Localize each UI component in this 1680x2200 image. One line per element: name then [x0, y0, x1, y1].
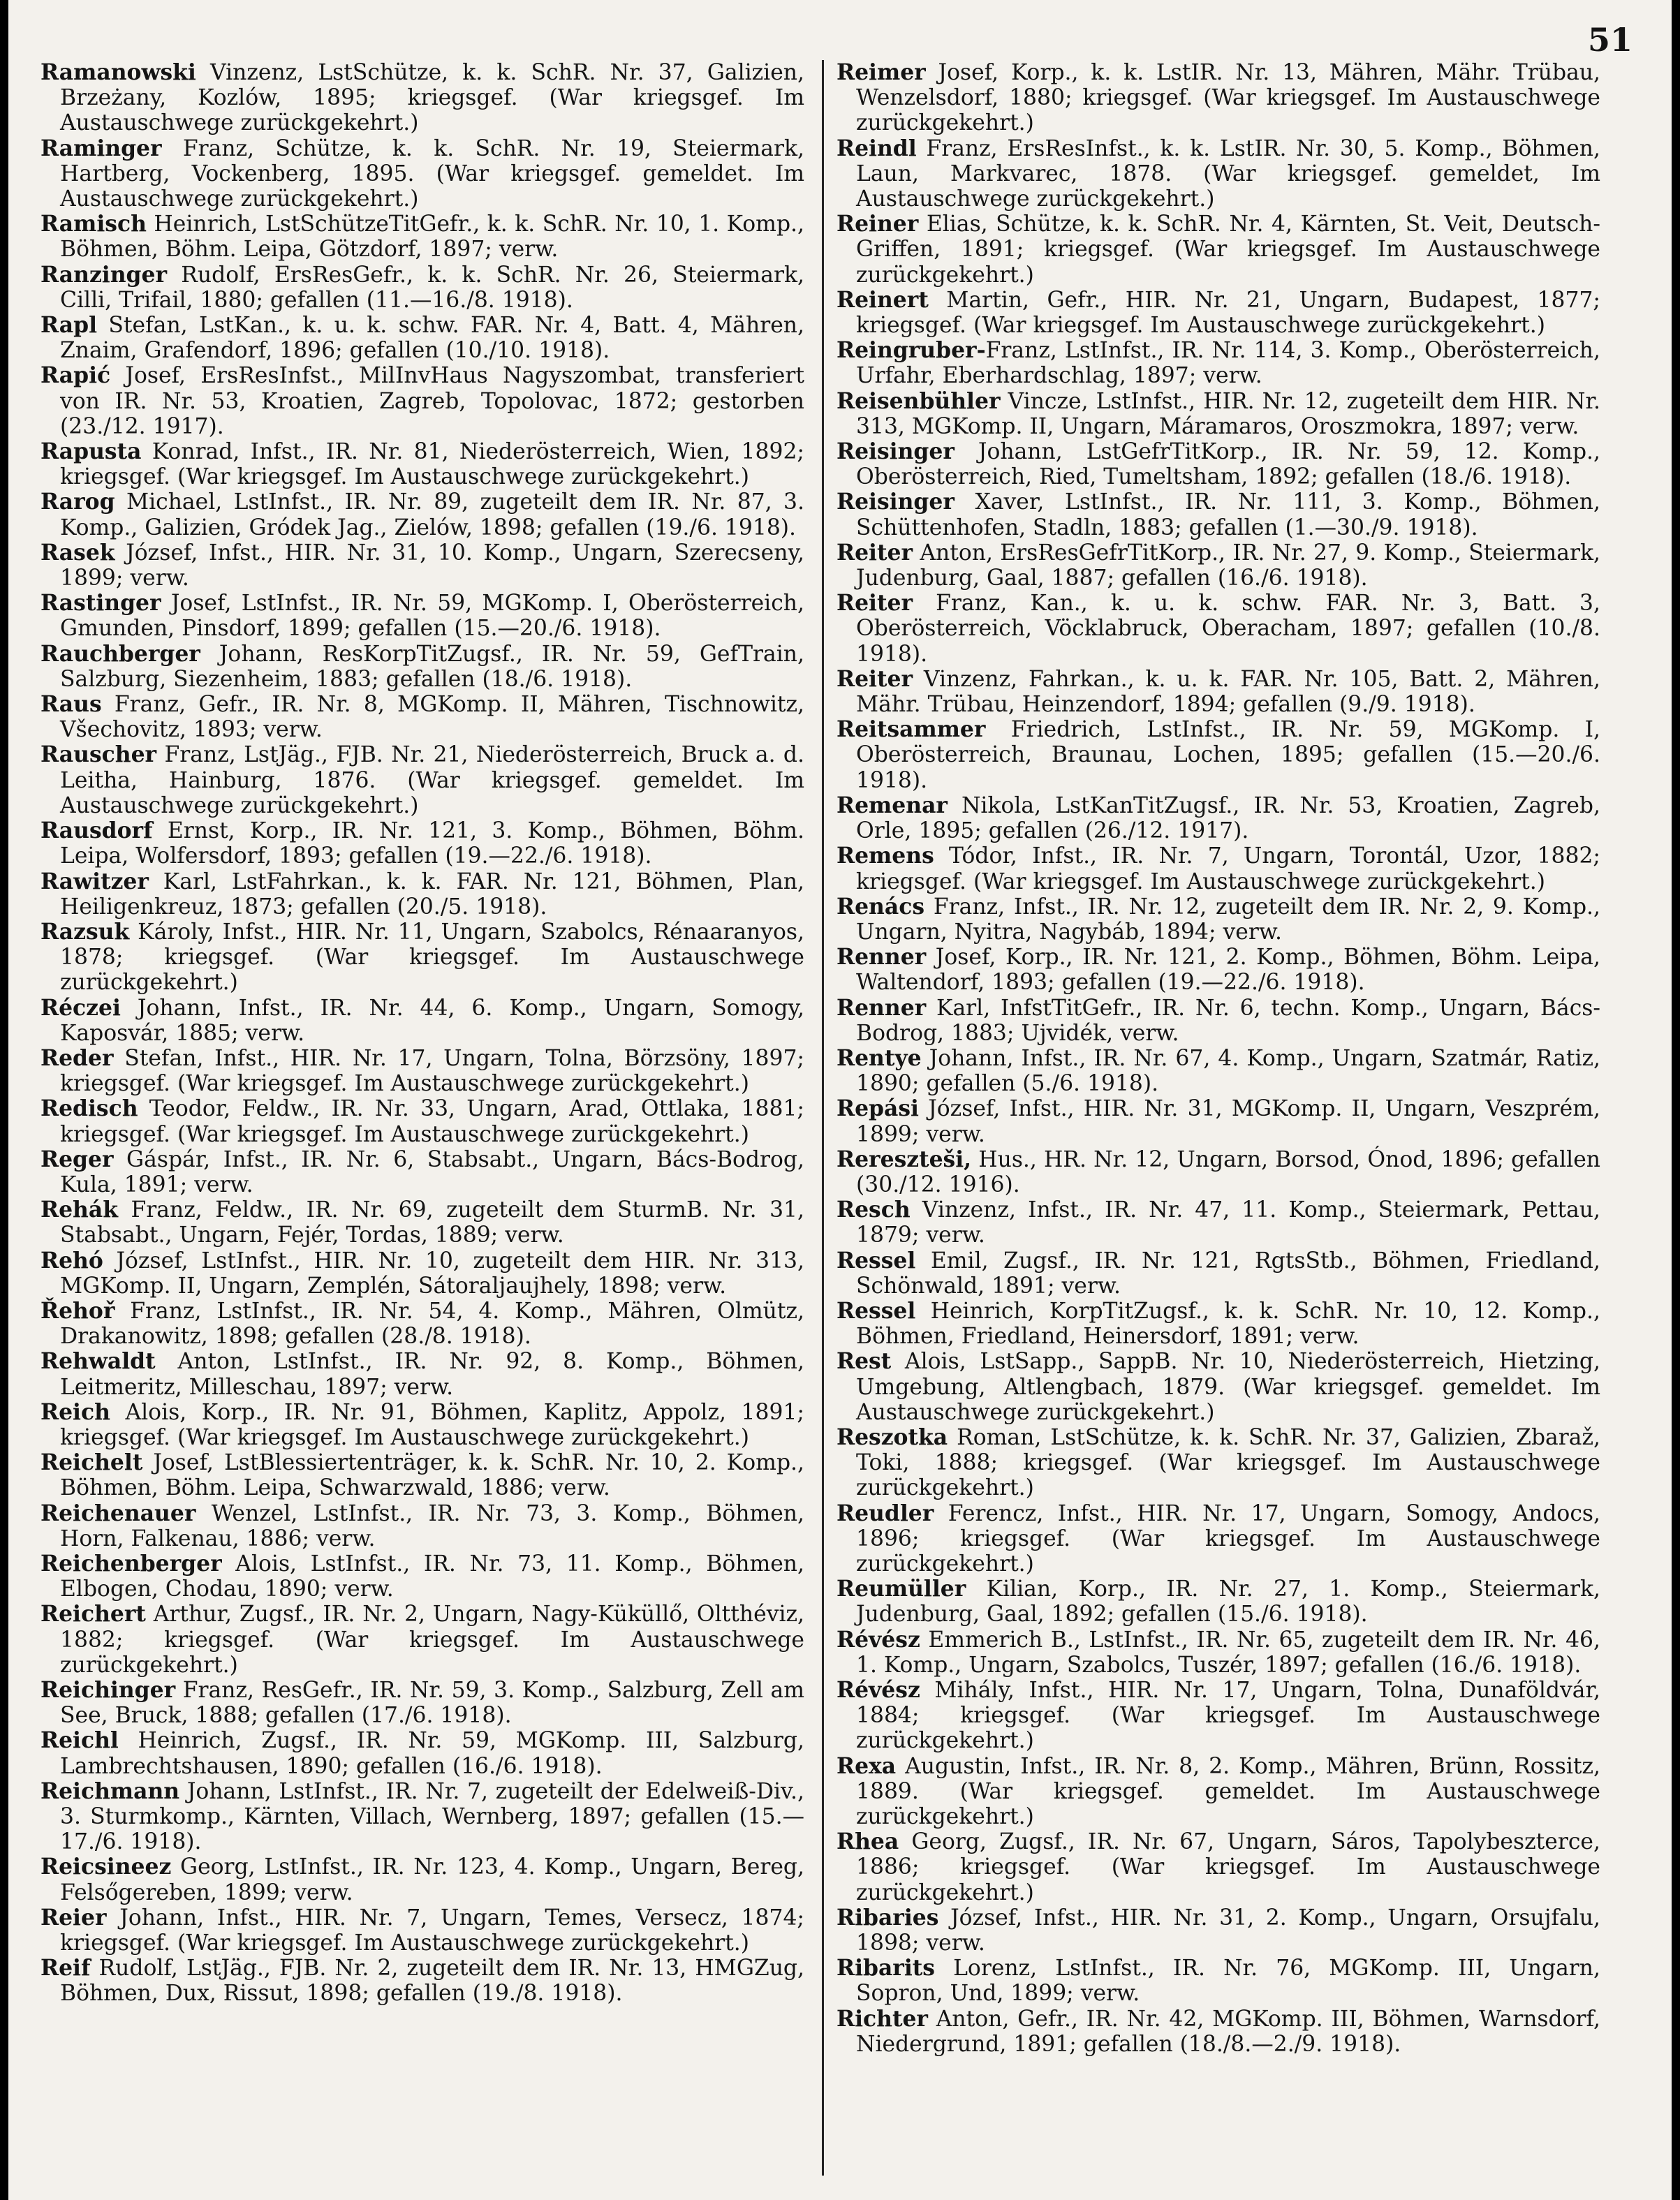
list-item — [40, 1501, 804, 1551]
entry-surname: Rawitzer — [40, 869, 149, 894]
list-item — [837, 1096, 1600, 1146]
list-item — [40, 60, 804, 136]
entry-surname: Raus — [40, 692, 102, 718]
left-column — [40, 60, 804, 2183]
entry-surname: Reichmann — [40, 1778, 180, 1804]
entry-surname: Reisinger — [837, 489, 955, 515]
list-item — [837, 1678, 1600, 1754]
list-item — [40, 1349, 804, 1399]
list-item — [837, 212, 1600, 288]
list-item — [40, 1147, 804, 1197]
list-item — [837, 136, 1600, 212]
list-item — [40, 1450, 804, 1500]
list-item — [40, 591, 804, 641]
entry-surname: Révész — [837, 1627, 920, 1653]
entry-details: Friedrich, LstInfst., IR. Nr. 59, MGKomp. I, Oberösterreich, Braunau, Lochen, 1895; gefallen (15.—20./6. 1918). — [856, 717, 1600, 793]
entry-details: Franz, LstInfst., IR. Nr. 54, 4. Komp., Mähren, Olmütz, Drakanowitz, 1898; gefallen (28./8. 1918). — [60, 1298, 804, 1350]
entry-details: Franz, LstJäg., FJB. Nr. 21, Niederösterreich, Bruck a. d. Leitha, Hainburg, 1876. (War kriegsgef. gemeldet. Im Austauschwege zurückgekehrt.) — [60, 742, 804, 818]
entry-details: Mihály, Infst., HIR. Nr. 17, Ungarn, Tolna, Dunaföldvár, 1884; kriegsgef. (War kriegsgef. Im Austauschwege zurückgekehrt.) — [856, 1678, 1600, 1754]
list-item — [837, 1956, 1600, 2006]
entry-details: Emmerich B., LstInfst., IR. Nr. 65, zugeteilt dem IR. Nr. 46, 1. Komp., Ungarn, Szabolcs, Tuszér, 1897; gefallen (16./6. 1918). — [856, 1627, 1600, 1678]
entry-details: Josef, Korp., IR. Nr. 121, 2. Komp., Böhmen, Böhm. Leipa, Waltendorf, 1893; gefallen (19.—22./6. 1918). — [856, 945, 1600, 996]
list-item — [40, 818, 804, 869]
entry-details: Michael, LstInfst., IR. Nr. 89, zugeteilt dem IR. Nr. 87, 3. Komp., Galizien, Gródek Jag., Zielów, 1898; gefallen (19./6. 1918). — [60, 489, 804, 540]
list-item — [40, 1905, 804, 1956]
list-item — [40, 1400, 804, 1450]
entry-details: Lorenz, LstInfst., IR. Nr. 76, MGKomp. III, Ungarn, Sopron, Und, 1899; verw. — [856, 1956, 1600, 2007]
list-item — [837, 1577, 1600, 1627]
list-item — [837, 439, 1600, 489]
entry-surname: Rausdorf — [40, 818, 153, 844]
entry-surname: Renner — [837, 945, 927, 970]
entry-details: Vinzenz, Infst., IR. Nr. 47, 11. Komp., Steiermark, Pettau, 1879; verw. — [856, 1197, 1600, 1248]
entry-surname: Reiter — [837, 666, 913, 692]
list-item — [40, 642, 804, 692]
list-item — [837, 1147, 1600, 1197]
entry-surname: Richter — [837, 2006, 928, 2032]
entry-details: Josef, LstInfst., IR. Nr. 59, MGKomp. I, Oberösterreich, Gmunden, Pinsdorf, 1899; gefallen (15.—20./6. 1918). — [60, 591, 804, 642]
entry-surname: Reiter — [837, 540, 913, 566]
entry-surname: Rhea — [837, 1829, 899, 1855]
entry-details: Gáspár, Infst., IR. Nr. 6, Stabsabt., Ungarn, Bács-Bodrog, Kula, 1891; verw. — [60, 1146, 804, 1197]
list-item — [837, 1046, 1600, 1096]
entry-surname: Repási — [837, 1096, 919, 1122]
entry-details: Johann, Infst., IR. Nr. 67, 4. Komp., Ungarn, Szatmár, Ratiz, 1890; gefallen (5./6. 1918). — [856, 1045, 1600, 1097]
entry-details: Heinrich, LstSchützeTitGefr., k. k. SchR. Nr. 10, 1. Komp., Böhmen, Böhm. Leipa, Götzdorf, 1897; verw. — [60, 212, 804, 263]
entry-details: József, Infst., HIR. Nr. 31, MGKomp. II, Ungarn, Veszprém, 1899; verw. — [856, 1096, 1600, 1147]
entry-details: Karl, LstFahrkan., k. k. FAR. Nr. 121, Böhmen, Plan, Heiligenkreuz, 1873; gefallen (20./5. 1918). — [60, 869, 804, 920]
list-item — [40, 489, 804, 540]
entry-details: Teodor, Feldw., IR. Nr. 33, Ungarn, Arad, Ottlaka, 1881; kriegsgef. (War kriegsgef. Im Austauschwege zurückgekehrt.) — [60, 1096, 804, 1147]
right-column — [837, 60, 1600, 2183]
list-item — [40, 1248, 804, 1299]
list-item — [40, 1197, 804, 1248]
list-item — [40, 540, 804, 591]
entry-details: Franz, LstInfst., IR. Nr. 114, 3. Komp., Oberösterreich, Urfahr, Eberhardschlag, 1897; verw. — [856, 338, 1600, 389]
entry-surname: Rehwaldt — [40, 1349, 156, 1375]
page-number: 51 — [1587, 21, 1633, 59]
entry-surname: Reszotka — [837, 1424, 948, 1450]
entry-details: Tódor, Infst., IR. Nr. 7, Ungarn, Torontál, Uzor, 1882; kriegsgef. (War kriegsgef. Im Austauschwege zurückgekehrt.) — [856, 843, 1600, 894]
entry-surname: Redisch — [40, 1096, 138, 1122]
entry-details: Georg, Zugsf., IR. Nr. 67, Ungarn, Sáros, Tapolybeszterce, 1886; kriegsgef. (War kriegsgef. Im Austauschwege zurückgekehrt.) — [856, 1829, 1600, 1905]
entry-surname: Rehó — [40, 1248, 103, 1274]
entry-surname: Řehoř — [40, 1298, 115, 1324]
entry-details: Anton, ErsResGefrTitKorp., IR. Nr. 27, 9. Komp., Steiermark, Judenburg, Gaal, 1887; gefallen (16./6. 1918). — [856, 540, 1600, 591]
entry-details: Martin, Gefr., HIR. Nr. 21, Ungarn, Budapest, 1877; kriegsgef. (War kriegsgef. Im Austauschwege zurückgekehrt.) — [856, 287, 1600, 339]
entry-surname: Reichert — [40, 1602, 146, 1627]
entry-details: Stefan, LstKan., k. u. k. schw. FAR. Nr. 4, Batt. 4, Mähren, Znaim, Grafendorf, 1896; gefallen (10./10. 1918). — [60, 313, 804, 364]
list-item — [837, 288, 1600, 338]
entry-surname: Ribarits — [837, 1956, 935, 1981]
entry-details: Franz, Kan., k. u. k. schw. FAR. Nr. 3, Batt. 3, Oberösterreich, Vöcklabruck, Oberacham, 1897; gefallen (10./8. 1918). — [856, 591, 1600, 667]
entry-surname: Resch — [837, 1197, 911, 1223]
list-item — [40, 1299, 804, 1349]
entry-surname: Reisinger — [837, 439, 955, 465]
entry-surname: Révész — [837, 1678, 920, 1703]
entry-surname: Reicsineez — [40, 1854, 172, 1880]
entry-details: Franz, Infst., IR. Nr. 12, zugeteilt dem IR. Nr. 2, 9. Komp., Ungarn, Nyitra, Nagybáb, 1894; verw. — [856, 894, 1600, 945]
entry-surname: Rest — [837, 1349, 892, 1375]
entry-surname: Ramisch — [40, 212, 147, 237]
entry-surname: Razsuk — [40, 919, 130, 945]
entry-surname: Ranzinger — [40, 262, 168, 288]
entry-details: Károly, Infst., HIR. Nr. 11, Ungarn, Szabolcs, Rénaaranyos, 1878; kriegsgef. (War kriegsgef. Im Austauschwege zurückgekehrt.) — [60, 919, 804, 996]
list-item — [837, 793, 1600, 843]
list-item — [837, 996, 1600, 1046]
entry-surname: Reimer — [837, 60, 926, 85]
list-item — [40, 692, 804, 742]
entry-details: Rudolf, LstJäg., FJB. Nr. 2, zugeteilt dem IR. Nr. 13, HMGZug, Böhmen, Dux, Rissut, 1898; gefallen (19./8. 1918). — [60, 1956, 804, 2007]
entry-surname: Ressel — [837, 1298, 916, 1324]
entry-details: Josef, Korp., k. k. LstIR. Nr. 13, Mähren, Mähr. Trübau, Wenzelsdorf, 1880; kriegsgef. (War kriegsgef. Im Austauschwege zurückgekehrt.) — [856, 60, 1600, 136]
entry-surname: Rehák — [40, 1197, 118, 1223]
column-divider — [822, 60, 824, 2176]
entry-details: Anton, Gefr., IR. Nr. 42, MGKomp. III, Böhmen, Warnsdorf, Niedergrund, 1891; gefallen (18./8.—2./9. 1918). — [856, 2006, 1600, 2057]
entry-surname: Reichenberger — [40, 1551, 222, 1577]
entry-details: Karl, InfstTitGefr., IR. Nr. 6, techn. Komp., Ungarn, Bács-Bodrog, 1883; Ujvidék, verw. — [856, 995, 1600, 1046]
list-item — [40, 212, 804, 262]
entry-surname: Reder — [40, 1045, 114, 1071]
entry-surname: Rentye — [837, 1045, 922, 1071]
list-item — [837, 717, 1600, 793]
entry-details: Elias, Schütze, k. k. SchR. Nr. 4, Kärnten, St. Veit, Deutsch-Griffen, 1891; kriegsgef. (War kriegsgef. Im Austauschwege zurückgekehrt.) — [856, 212, 1600, 288]
entry-details: József, Infst., HIR. Nr. 31, 2. Komp., Ungarn, Orsujfalu, 1898; verw. — [856, 1905, 1600, 1956]
entry-surname: Ressel — [837, 1248, 916, 1274]
entry-details: Franz, Gefr., IR. Nr. 8, MGKomp. II, Mähren, Tischnowitz, Všechovitz, 1893; verw. — [60, 692, 804, 743]
entry-surname: Reudler — [837, 1500, 934, 1526]
entry-details: Ernst, Korp., IR. Nr. 121, 3. Komp., Böhmen, Böhm. Leipa, Wolfersdorf, 1893; gefallen (19.—22./6. 1918). — [60, 818, 804, 869]
entry-details: Alois, LstSapp., SappB. Nr. 10, Niederösterreich, Hietzing, Umgebung, Altlengbach, 1879. (War kriegsgef. gemeldet. Im Austauschwege zurückgekehrt.) — [856, 1349, 1600, 1425]
entry-surname: Reingruber- — [837, 338, 986, 364]
entry-surname: Reindl — [837, 135, 917, 161]
entry-details: Franz, ResGefr., IR. Nr. 59, 3. Komp., Salzburg, Zell am See, Bruck, 1888; gefallen (17./6. 1918). — [60, 1678, 804, 1729]
entry-details: Johann, Infst., HIR. Nr. 7, Ungarn, Temes, Versecz, 1874; kriegsgef. (War kriegsgef. Im Austauschwege zurückgekehrt.) — [60, 1905, 804, 1956]
entry-details: József, Infst., HIR. Nr. 31, 10. Komp., Ungarn, Szerecseny, 1899; verw. — [60, 540, 804, 591]
entry-details: Emil, Zugsf., IR. Nr. 121, RgtsStb., Böhmen, Friedland, Schönwald, 1891; verw. — [856, 1248, 1600, 1299]
list-item — [837, 1248, 1600, 1299]
entry-surname: Reich — [40, 1399, 110, 1425]
list-item — [837, 1905, 1600, 1956]
entry-details: Alois, Korp., IR. Nr. 91, Böhmen, Kaplitz, Appolz, 1891; kriegsgef. (War kriegsgef. Im Austauschwege zurückgekehrt.) — [60, 1399, 804, 1450]
list-item — [40, 869, 804, 920]
entry-details: Hus., HR. Nr. 12, Ungarn, Borsod, Ónod, 1896; gefallen (30./12. 1916). — [856, 1146, 1600, 1197]
entry-surname: Rasek — [40, 540, 115, 566]
entry-surname: Rarog — [40, 489, 115, 515]
list-item — [837, 489, 1600, 540]
list-item — [837, 894, 1600, 945]
list-item — [837, 945, 1600, 995]
entry-details: Rudolf, ErsResGefr., k. k. SchR. Nr. 26, Steiermark, Cilli, Trifail, 1880; gefallen (11.—16./8. 1918). — [60, 262, 804, 313]
entry-details: Franz, ErsResInfst., k. k. LstIR. Nr. 30, 5. Komp., Böhmen, Laun, Markvarec, 1878. (War kriegsgef. gemeldet, Im Austauschwege zurückgekehrt.) — [856, 135, 1600, 212]
entry-surname: Rapl — [40, 313, 98, 339]
list-item — [837, 2007, 1600, 2057]
list-item — [40, 1854, 804, 1905]
list-item — [40, 1728, 804, 1778]
entry-details: Franz, Schütze, k. k. SchR. Nr. 19, Steiermark, Hartberg, Vockenberg, 1895. (War kriegsgef. gemeldet. Im Austauschwege zurückgekehrt.) — [60, 135, 804, 212]
entry-details: Georg, LstInfst., IR. Nr. 123, 4. Komp., Ungarn, Bereg, Felsőgereben, 1899; verw. — [60, 1854, 804, 1905]
list-item — [837, 60, 1600, 136]
entry-details: Roman, LstSchütze, k. k. SchR. Nr. 37, Galizien, Zbaraž, Toki, 1888; kriegsgef. (War kriegsgef. Im Austauschwege zurückgekehrt.) — [856, 1424, 1600, 1501]
entry-details: Nikola, LstKanTitZugsf., IR. Nr. 53, Kroatien, Zagreb, Orle, 1895; gefallen (26./12. 1917). — [856, 792, 1600, 844]
list-item — [40, 263, 804, 313]
entry-surname: Ribaries — [837, 1905, 939, 1930]
entry-details: Johann, LstInfst., IR. Nr. 7, zugeteilt der Edelweiß-Div., 3. Sturmkomp., Kärnten, Villach, Wernberg, 1897; gefallen (15.—17./6. 1918). — [60, 1778, 804, 1855]
list-item — [40, 742, 804, 818]
list-item — [40, 1551, 804, 1602]
entry-details: Augustin, Infst., IR. Nr. 8, 2. Komp., Mähren, Brünn, Rossitz, 1889. (War kriegsgef. gemeldet. Im Austauschwege zurückgekehrt.) — [856, 1753, 1600, 1830]
entry-surname: Reier — [40, 1905, 107, 1930]
entry-surname: Rauchberger — [40, 641, 200, 667]
entry-surname: Renács — [837, 894, 925, 920]
entry-details: Arthur, Zugsf., IR. Nr. 2, Ungarn, Nagy-Küküllő, Oltthéviz, 1882; kriegsgef. (War kriegsgef. Im Austauschwege zurückgekehrt.) — [60, 1602, 804, 1678]
list-item — [837, 1829, 1600, 1905]
entry-surname: Remenar — [837, 792, 948, 818]
list-item — [837, 1501, 1600, 1577]
entry-surname: Rauscher — [40, 742, 157, 768]
entry-surname: Reichelt — [40, 1450, 143, 1476]
entry-details: Kilian, Korp., IR. Nr. 27, 1. Komp., Steiermark, Judenburg, Gaal, 1892; gefallen (15./6. 1918). — [856, 1577, 1600, 1627]
entry-details: Ferencz, Infst., HIR. Nr. 17, Ungarn, Somogy, Andocs, 1896; kriegsgef. (War kriegsgef. Im Austauschwege zurückgekehrt.) — [856, 1500, 1600, 1577]
list-item — [837, 338, 1600, 388]
entry-surname: Reichenauer — [40, 1500, 196, 1526]
entry-details: Vincze, LstInfst., HIR. Nr. 12, zugeteilt dem HIR. Nr. 313, MGKomp. II, Ungarn, Máramaros, Oroszmokra, 1897; verw. — [856, 388, 1600, 439]
entry-surname: Reitsammer — [837, 717, 986, 743]
list-item — [837, 1754, 1600, 1830]
entry-surname: Raminger — [40, 135, 162, 161]
entry-surname: Reiter — [837, 591, 913, 617]
list-item — [40, 313, 804, 363]
entry-details: Heinrich, Zugsf., IR. Nr. 59, MGKomp. III, Salzburg, Lambrechtshausen, 1890; gefallen (16./6. 1918). — [60, 1728, 804, 1779]
entry-details: Vinzenz, Fahrkan., k. u. k. FAR. Nr. 105, Batt. 2, Mähren, Mähr. Trübau, Heinzendorf, 1894; gefallen (9./9. 1918). — [856, 666, 1600, 718]
entry-surname: Rereszteši, — [837, 1146, 972, 1172]
entry-details: Stefan, Infst., HIR. Nr. 17, Ungarn, Tolna, Börzsöny, 1897; kriegsgef. (War kriegsgef. Im Austauschwege zurückgekehrt.) — [60, 1045, 804, 1097]
entry-surname: Réczei — [40, 995, 121, 1021]
list-item — [40, 363, 804, 439]
entry-details: Vinzenz, LstSchütze, k. k. SchR. Nr. 37, Galizien, Brzeżany, Kozlów, 1895; kriegsgef. (War kriegsgef. Im Austauschwege zurückgekehrt.) — [60, 60, 804, 136]
entry-details: Wenzel, LstInfst., IR. Nr. 73, 3. Komp., Böhmen, Horn, Falkenau, 1886; verw. — [60, 1500, 804, 1551]
list-item — [837, 667, 1600, 717]
document-page — [8, 0, 1672, 2200]
entry-details: Johann, LstGefrTitKorp., IR. Nr. 59, 12. Komp., Oberösterreich, Ried, Tumeltsham, 1892; gefallen (18./6. 1918). — [856, 439, 1600, 490]
entry-details: Xaver, LstInfst., IR. Nr. 111, 3. Komp., Böhmen, Schüttenhofen, Stadln, 1883; gefallen (1.—30./9. 1918). — [856, 489, 1600, 540]
list-item — [837, 540, 1600, 591]
entry-surname: Renner — [837, 995, 927, 1021]
list-item — [837, 1349, 1600, 1425]
entry-details: Josef, LstBlessiertenträger, k. k. SchR. Nr. 10, 2. Komp., Böhmen, Böhm. Leipa, Schwarzwald, 1886; verw. — [60, 1450, 804, 1501]
entry-details: Franz, Feldw., IR. Nr. 69, zugeteilt dem SturmB. Nr. 31, Stabsabt., Ungarn, Fejér, Tordas, 1889; verw. — [60, 1197, 804, 1248]
list-item — [40, 1096, 804, 1146]
entry-surname: Reger — [40, 1146, 114, 1172]
entry-surname: Rapić — [40, 363, 111, 389]
entry-surname: Reif — [40, 1956, 91, 1981]
list-item — [837, 591, 1600, 667]
list-item — [40, 1956, 804, 2006]
entry-details: Josef, ErsResInfst., MilInvHaus Nagyszombat, transferiert von IR. Nr. 53, Kroatien, Zagreb, Topolovac, 1872; gestorben (23./12. 1917). — [60, 363, 804, 439]
list-item — [40, 1602, 804, 1678]
entry-details: József, LstInfst., HIR. Nr. 10, zugeteilt dem HIR. Nr. 313, MGKomp. II, Ungarn, Zemplén, Sátoraljaujhely, 1898; verw. — [60, 1248, 804, 1299]
entry-details: Anton, LstInfst., IR. Nr. 92, 8. Komp., Böhmen, Leitmeritz, Milleschau, 1897; verw. — [60, 1349, 804, 1400]
list-item — [40, 439, 804, 489]
list-item — [837, 843, 1600, 894]
entry-surname: Reichl — [40, 1728, 119, 1754]
entry-surname: Reichinger — [40, 1678, 176, 1703]
entry-surname: Rexa — [837, 1753, 897, 1779]
list-item — [837, 1197, 1600, 1248]
list-item — [40, 1779, 804, 1855]
entry-surname: Reiner — [837, 212, 919, 237]
entry-surname: Ramanowski — [40, 60, 196, 85]
entry-surname: Remens — [837, 843, 934, 869]
entry-details: Johann, Infst., IR. Nr. 44, 6. Komp., Ungarn, Somogy, Kaposvár, 1885; verw. — [60, 995, 804, 1046]
list-item — [40, 996, 804, 1046]
entry-surname: Reinert — [837, 287, 929, 313]
entry-details: Konrad, Infst., IR. Nr. 81, Niederösterreich, Wien, 1892; kriegsgef. (War kriegsgef. Im Austauschwege zurückgekehrt.) — [60, 439, 804, 490]
list-item — [837, 389, 1600, 439]
entry-surname: Reisenbühler — [837, 388, 1001, 414]
list-item — [40, 1046, 804, 1096]
entry-surname: Reumüller — [837, 1577, 966, 1602]
list-item — [837, 1425, 1600, 1501]
list-item — [837, 1627, 1600, 1678]
entry-surname: Rastinger — [40, 591, 161, 617]
list-item — [40, 920, 804, 996]
entry-surname: Rapusta — [40, 439, 142, 465]
entry-details: Alois, LstInfst., IR. Nr. 73, 11. Komp., Böhmen, Elbogen, Chodau, 1890; verw. — [60, 1551, 804, 1602]
entry-details: Johann, ResKorpTitZugsf., IR. Nr. 59, GefTrain, Salzburg, Siezenheim, 1883; gefallen (18./6. 1918). — [60, 641, 804, 692]
entry-details: Heinrich, KorpTitZugsf., k. k. SchR. Nr. 10, 12. Komp., Böhmen, Friedland, Heinersdorf, 1891; verw. — [856, 1298, 1600, 1350]
list-item — [837, 1299, 1600, 1349]
list-item — [40, 136, 804, 212]
list-item — [40, 1678, 804, 1728]
